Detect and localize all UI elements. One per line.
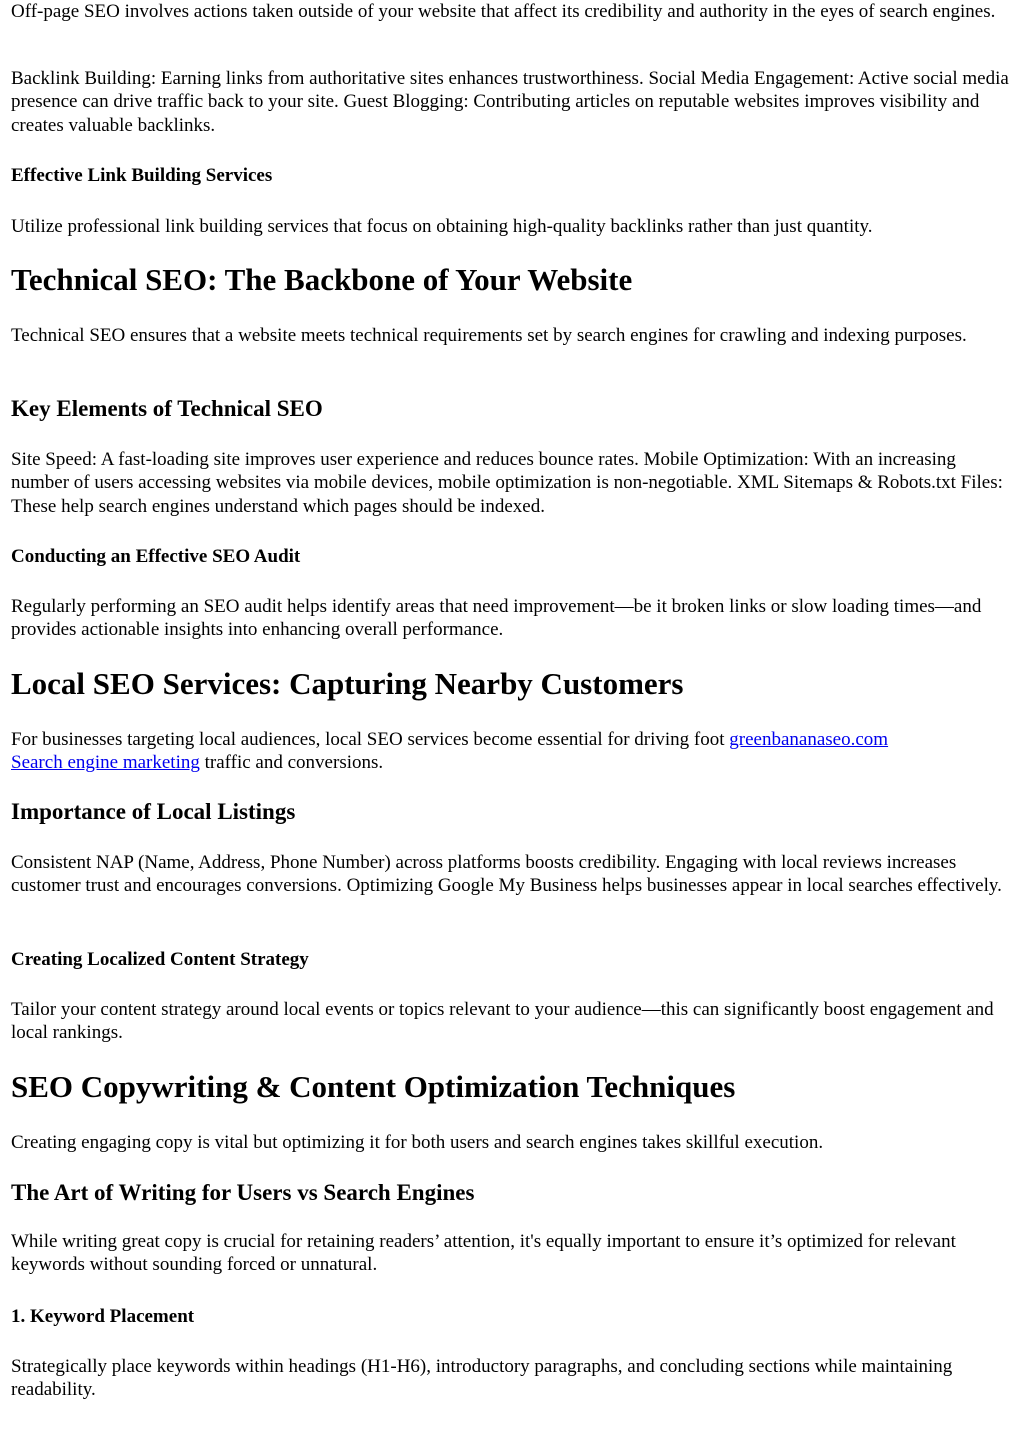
technical-elements-paragraph: Site Speed: A fast-loading site improves user experience and reduces bounce rates. Mobile Optimization: With an increasing number of users accessing websites via mobile devices, mobile optimization is non-negotiable. XML Sitemaps & Robots.txt Files: These help search engines understand which pages should be indexed. [11,449,1003,517]
seo-audit-heading: Conducting an Effective SEO Audit [11,546,301,567]
local-intro-text-before: For businesses targeting local audiences, local SEO services become essential for driving foot [11,729,730,750]
offpage-tactics-paragraph: Backlink Building: Earning links from authoritative sites enhances trustworthiness. Social Media Engagement: Active social media presence can drive traffic back to your site. Guest Blogging: Contributing articles on reputable websites improves visibility and creates valuable backlinks. [11,68,1009,136]
writing-art-heading: The Art of Writing for Users vs Search Engines [11,1180,475,1205]
local-listings-heading: Importance of Local Listings [11,799,296,824]
greenbananaseo-link[interactable]: greenbananaseo.com [729,729,889,750]
localized-strategy-paragraph: Tailor your content strategy around local events or topics relevant to your audience—this can significantly boost engagement and local rankings. [11,999,994,1044]
offpage-intro-paragraph: Off-page SEO involves actions taken outside of your website that affect its credibility and authority in the eyes of search engines. [11,1,996,22]
technical-seo-intro-paragraph: Technical SEO ensures that a website meets technical requirements set by search engines for crawling and indexing purposes. [11,325,967,346]
copywriting-intro-paragraph: Creating engaging copy is vital but optimizing it for both users and search engines takes skillful execution. [11,1132,824,1153]
keyword-placement-paragraph: Strategically place keywords within headings (H1-H6), introductory paragraphs, and concluding sections while maintaining readability. [11,1356,953,1401]
local-listings-paragraph: Consistent NAP (Name, Address, Phone Number) across platforms boosts credibility. Engaging with local reviews increases customer trust and encourages conversions. Optimizing Google My Business helps businesses appear in local searches effectively. [11,852,1002,897]
seo-audit-paragraph: Regularly performing an SEO audit helps identify areas that need improvement—be it broken links or slow loading times—and provides actionable insights into enhancing overall performance. [11,596,982,641]
link-building-paragraph: Utilize professional link building services that focus on obtaining high-quality backlinks rather than just quantity. [11,216,873,237]
writing-art-paragraph: While writing great copy is crucial for retaining readers’ attention, it's equally important to ensure it’s optimized for relevant keywords without sounding forced or unnatural. [11,1231,956,1276]
link-building-heading: Effective Link Building Services [11,165,273,186]
local-seo-intro-paragraph [11,728,1016,775]
technical-seo-heading: Technical SEO: The Backbone of Your Website [11,262,633,297]
technical-elements-heading: Key Elements of Technical SEO [11,396,323,421]
copywriting-heading: SEO Copywriting & Content Optimization Techniques [11,1069,736,1104]
local-intro-text-after: traffic and conversions. [199,752,384,774]
search-engine-marketing-link[interactable]: Search engine marketing [11,752,200,774]
keyword-placement-heading: 1. Keyword Placement [11,1306,195,1327]
localized-strategy-heading: Creating Localized Content Strategy [11,949,309,970]
local-seo-heading: Local SEO Services: Capturing Nearby Customers [11,666,684,701]
